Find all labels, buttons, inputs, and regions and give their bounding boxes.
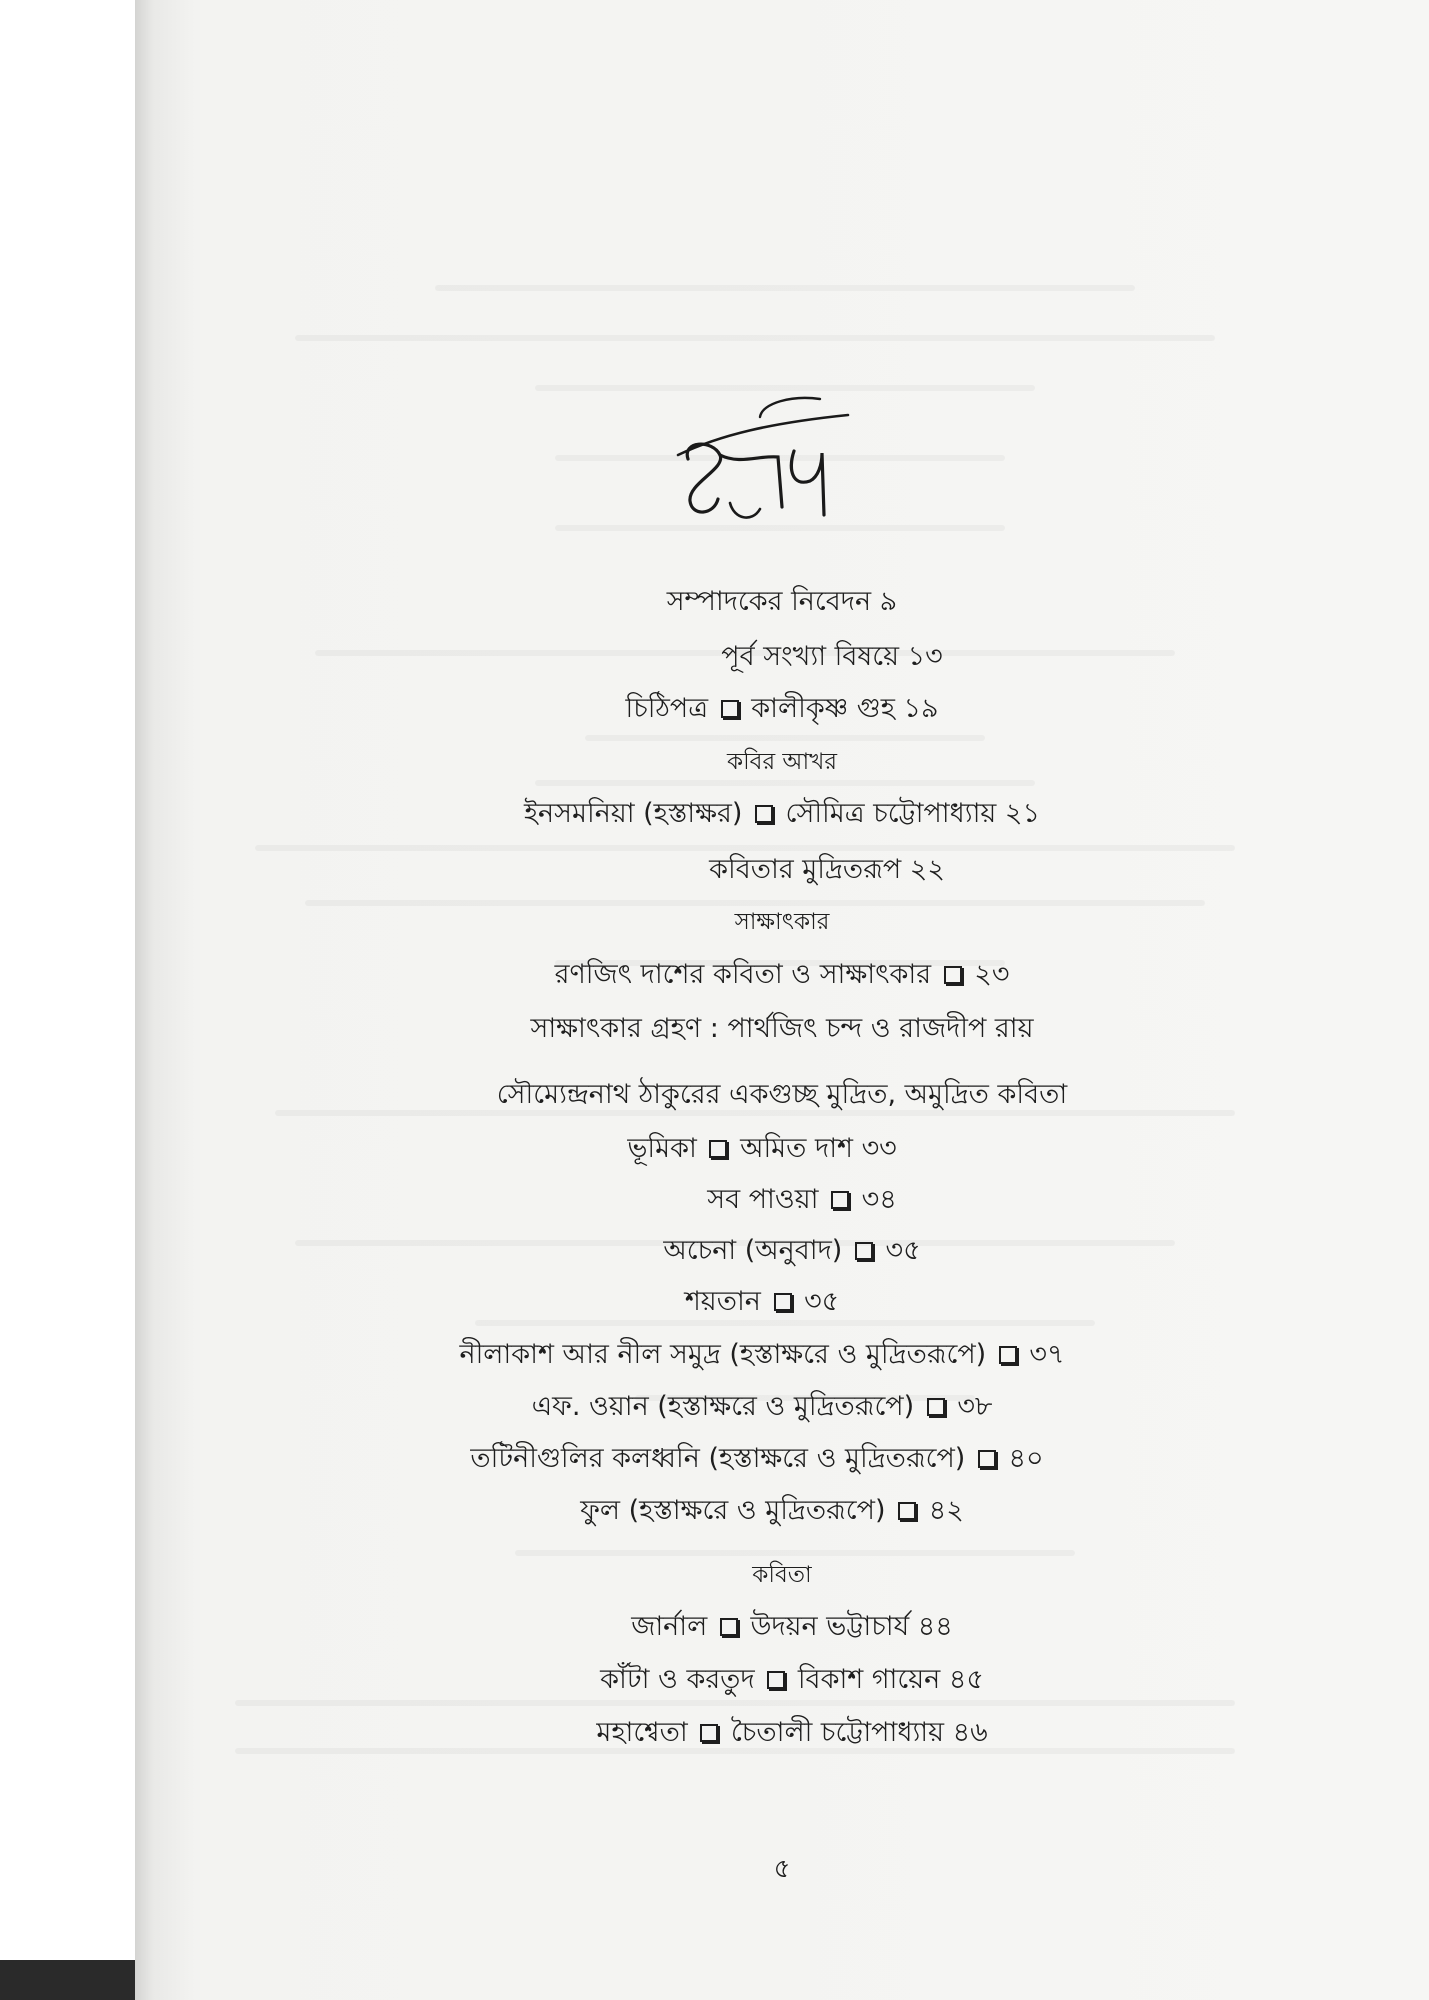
toc-entry-text: পূর্ব সংখ্যা বিষয়ে ১৩ (721, 641, 943, 672)
toc-entry-detail: ৪২ (928, 1495, 964, 1526)
separator-box-icon (721, 700, 739, 718)
section-heading (135, 905, 1429, 939)
separator-box-icon (978, 1450, 996, 1468)
toc-entry (135, 958, 1429, 992)
separator-box-icon (999, 1346, 1017, 1364)
toc-entry (135, 585, 1429, 619)
toc-entry-text: সৌম্যেন্দ্রনাথ ঠাকুরের একগুচ্ছ মুদ্রিত, অমুদ্রিত কবিতা (496, 1079, 1068, 1110)
toc-entry-text: সম্পাদকের নিবেদন ৯ (666, 586, 898, 617)
toc-entry-text: কবিতার মুদ্রিতরূপ ২২ (709, 854, 945, 885)
toc-entry-detail: ৩৭ (1029, 1339, 1065, 1370)
separator-box-icon (855, 1242, 873, 1260)
toc-entry-title: সব পাওয়া (707, 1184, 819, 1215)
book-page (135, 0, 1429, 2000)
toc-entry (135, 640, 1429, 674)
toc-entry (135, 1610, 1429, 1644)
toc-entry-title: নীলাকাশ আর নীল সমুদ্র (হস্তাক্ষরে ও মুদ্রিতরূপে) (459, 1339, 987, 1370)
toc-entry (135, 1716, 1429, 1750)
toc-entry (135, 1390, 1429, 1424)
toc-entry-title: তটিনীগুলির কলধ্বনি (হস্তাক্ষরে ও মুদ্রিতরূপে) (470, 1443, 966, 1474)
toc-entry-detail: সৌমিত্র চট্টোপাধ্যায় ২১ (785, 798, 1040, 829)
toc-entry (135, 1012, 1429, 1046)
toc-entry (135, 1285, 1429, 1319)
toc-entry (135, 1442, 1429, 1476)
toc-entry-title: মহাশ্বেতা (596, 1717, 688, 1748)
toc-entry (135, 1338, 1429, 1372)
section-heading (135, 1558, 1429, 1592)
toc-entry-detail: ৩৫ (804, 1286, 840, 1317)
toc-entry-title: শয়তান (684, 1286, 761, 1317)
separator-box-icon (774, 1293, 792, 1311)
toc-entry-detail: অমিত দাশ ৩৩ (740, 1133, 897, 1164)
toc-entry (135, 797, 1429, 831)
toc-entry-title: ইনসমনিয়া (হস্তাক্ষর) (523, 798, 743, 829)
toc-entry (135, 853, 1429, 887)
toc-entry (135, 1663, 1429, 1697)
toc-entry-detail: উদয়ন ভট্টাচার্য ৪৪ (750, 1611, 953, 1642)
toc-entry-detail: ২৩ (974, 959, 1010, 990)
toc-entry (135, 692, 1429, 726)
toc-entry-detail: ৩৮ (957, 1391, 993, 1422)
separator-box-icon (898, 1502, 916, 1520)
toc-entry-text: সাক্ষাৎকার গ্রহণ : পার্থজিৎ চন্দ ও রাজদীপ রায় (530, 1013, 1034, 1044)
toc-entry-detail: ৩৪ (861, 1184, 897, 1215)
toc-entry-detail: ৩৫ (885, 1235, 921, 1266)
toc-entry (135, 1494, 1429, 1528)
toc-entry-title: কাঁটা ও করতুদ (600, 1664, 755, 1695)
page-number: ৫ (773, 1854, 791, 1884)
separator-box-icon (700, 1724, 718, 1742)
book-edge (0, 1960, 135, 2000)
toc-entry-title: জার্নাল (631, 1611, 708, 1642)
toc-entry (135, 1132, 1429, 1166)
toc-entry-title: ফুল (হস্তাক্ষরে ও মুদ্রিতরূপে) (580, 1495, 886, 1526)
separator-box-icon (767, 1671, 785, 1689)
section-heading (135, 745, 1429, 779)
toc-entry-title: ভূমিকা (627, 1133, 697, 1164)
toc-entry (135, 1183, 1429, 1217)
toc-entry-title: এফ. ওয়ান (হস্তাক্ষরে ও মুদ্রিতরূপে) (531, 1391, 915, 1422)
toc-entry-detail: কালীকৃষ্ণ গুহ ১৯ (751, 693, 939, 724)
separator-box-icon (755, 805, 773, 823)
section-heading-text: কবিতা (752, 1562, 812, 1588)
toc-entry-title: চিঠিপত্র (625, 693, 709, 724)
toc-entry-detail: বিকাশ গায়েন ৪৫ (797, 1664, 984, 1695)
section-heading-text: কবির আখর (726, 749, 838, 775)
separator-box-icon (709, 1140, 727, 1158)
page-title (660, 395, 860, 535)
toc-entry (135, 1234, 1429, 1268)
toc-entry-title: রণজিৎ দাশের কবিতা ও সাক্ষাৎকার (554, 959, 932, 990)
section-heading-text: সাক্ষাৎকার (734, 909, 830, 935)
toc-entry-detail: ৪০ (1008, 1443, 1044, 1474)
left-margin (0, 0, 135, 2000)
toc-entry-title: অচেনা (অনুবাদ) (663, 1235, 843, 1266)
separator-box-icon (927, 1398, 945, 1416)
handwritten-title-icon (660, 395, 860, 535)
toc-entry (135, 1078, 1429, 1112)
bleed-through (135, 0, 1429, 2000)
separator-box-icon (831, 1191, 849, 1209)
separator-box-icon (720, 1618, 738, 1636)
toc-entry-detail: চৈতালী চট্টোপাধ্যায় ৪৬ (730, 1717, 988, 1748)
separator-box-icon (944, 966, 962, 984)
